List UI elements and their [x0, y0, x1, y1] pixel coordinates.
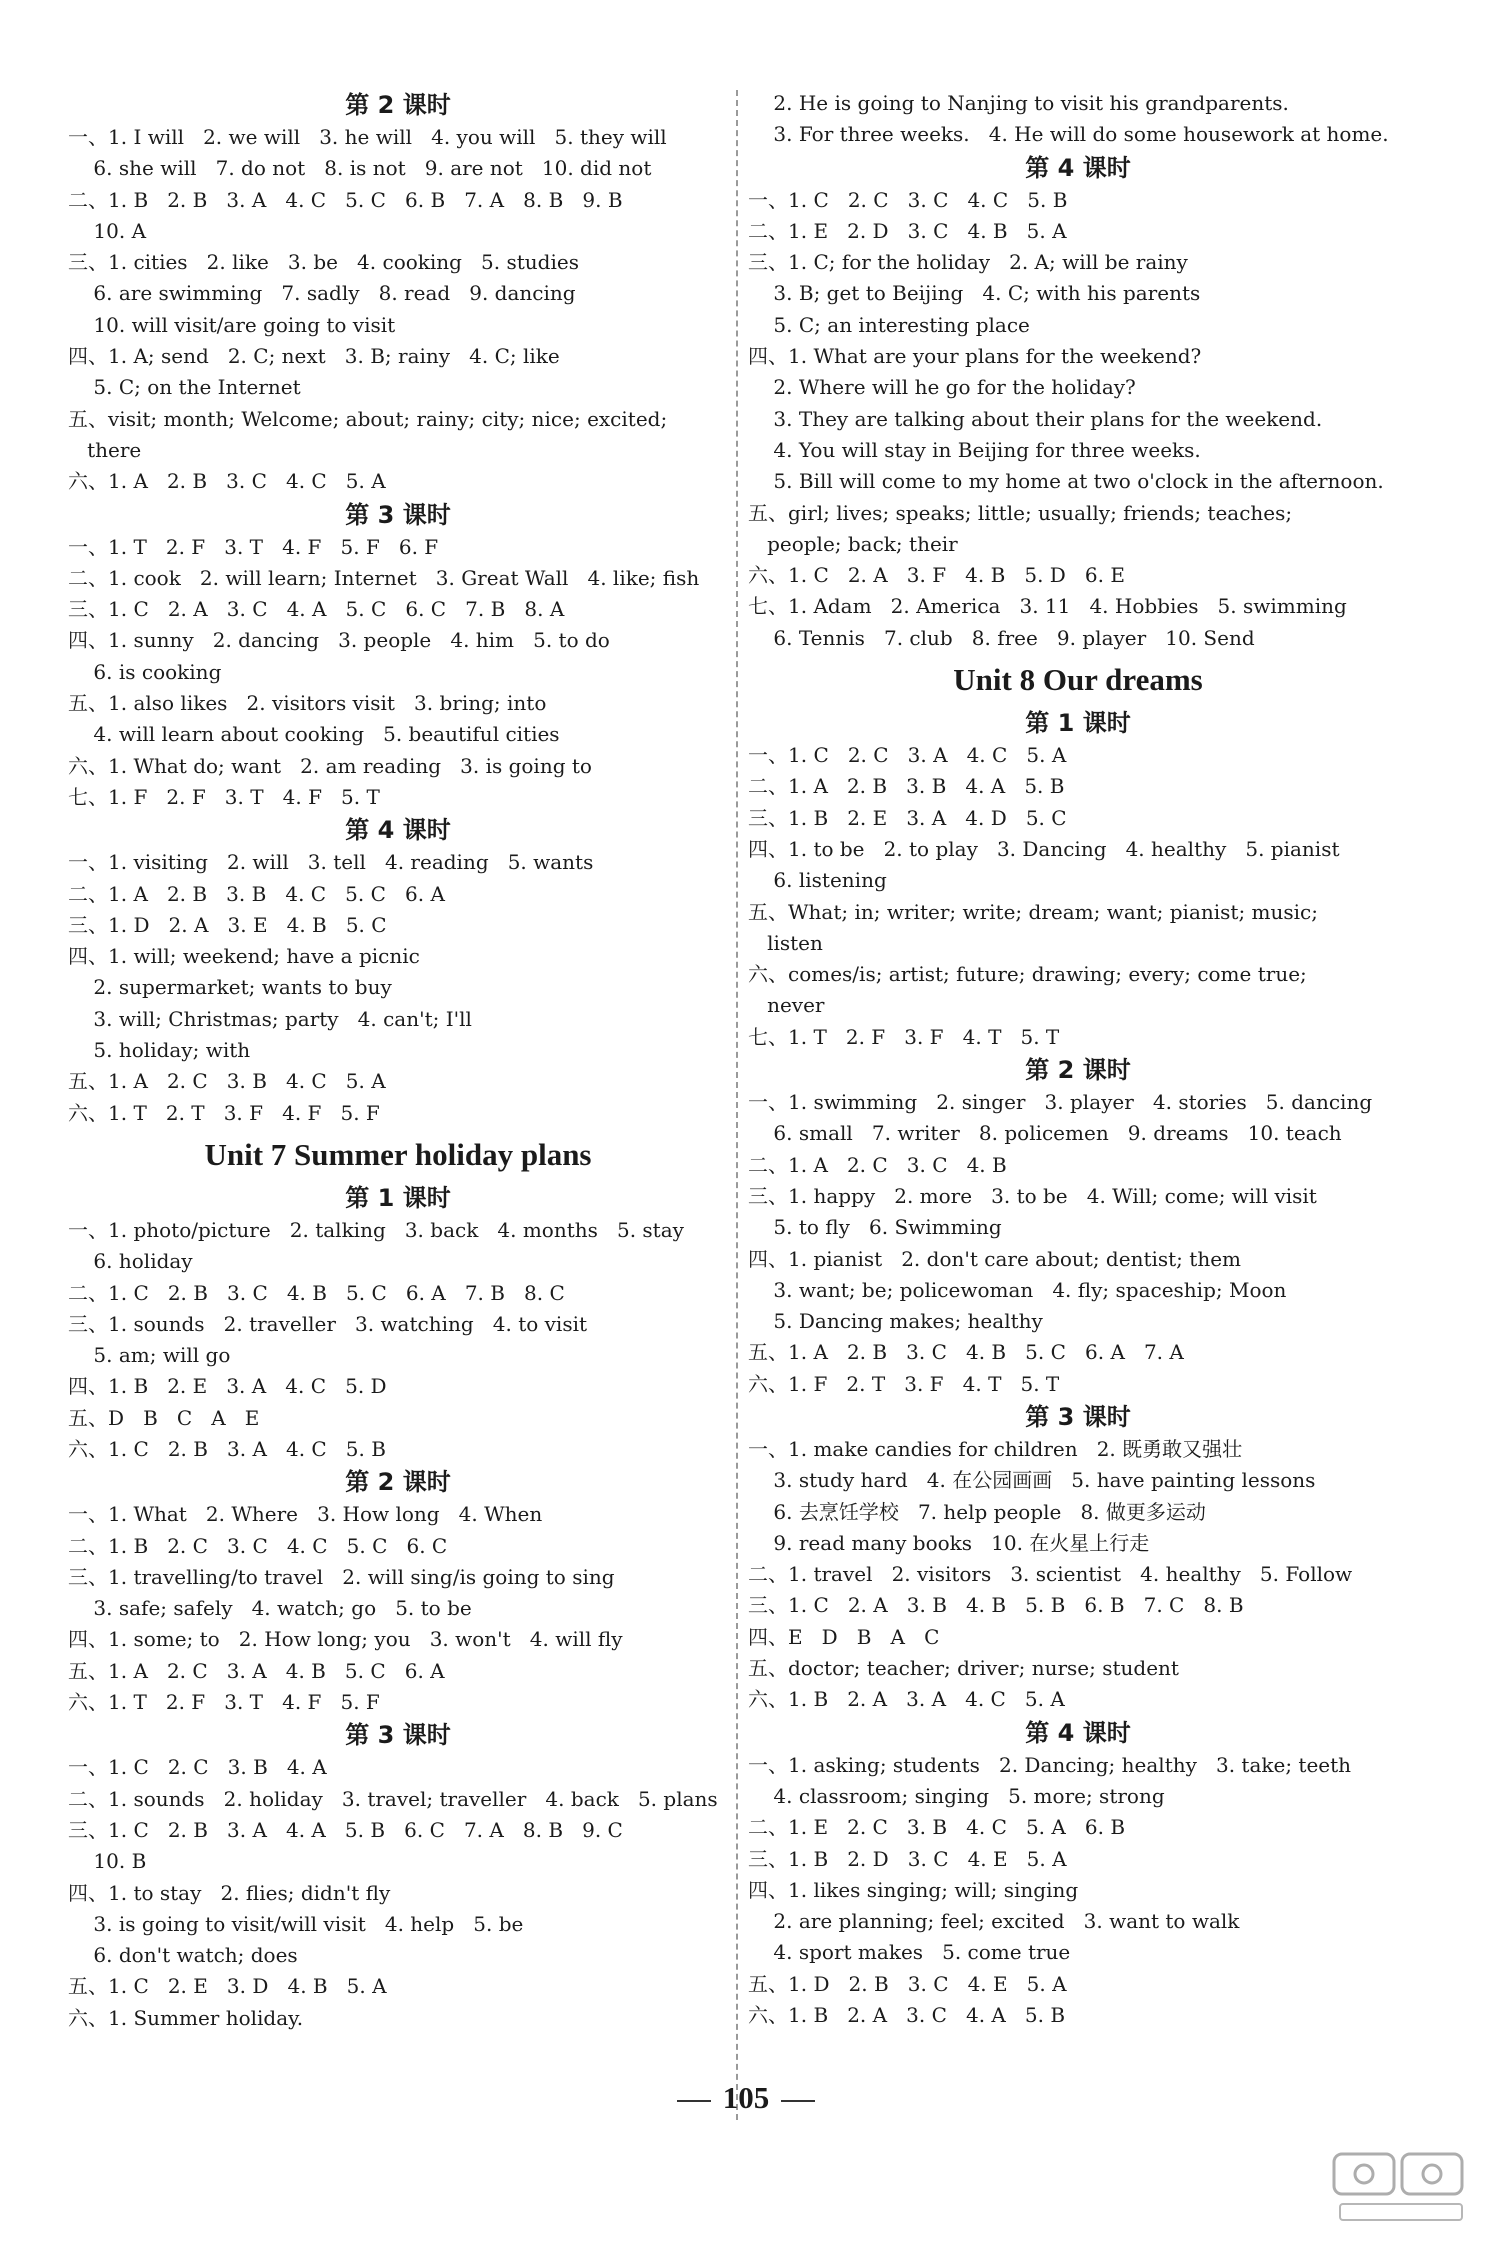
answer-line: 六、1. T 2. F 3. T 4. F 5. F [68, 1690, 380, 1715]
answer-line: 2. are planning; feel; excited 3. want to walk [748, 1909, 1240, 1934]
answer-line: 五、doctor; teacher; driver; nurse; student [748, 1656, 1179, 1681]
section-heading: 第 2 课时 [345, 91, 451, 119]
answer-line: 3. They are talking about their plans for the weekend. [748, 406, 1323, 431]
answer-line: 5. Dancing makes; healthy [748, 1309, 1043, 1334]
answer-line: 三、1. B 2. E 3. A 4. D 5. C [748, 805, 1067, 830]
answer-line: 二、1. A 2. C 3. C 4. B [748, 1152, 1007, 1177]
section-heading: 第 1 课时 [345, 1183, 451, 1212]
answer-line: 二、1. sounds 2. holiday 3. travel; traveller 4. back 5. plans [68, 1786, 718, 1811]
answer-line: 四、1. to be 2. to play 3. Dancing 4. healthy 5. pianist [748, 836, 1340, 861]
answer-line: 二、1. cook 2. will learn; Internet 3. Great Wall 4. like; fish [68, 565, 700, 590]
section-heading: 第 2 课时 [345, 1468, 451, 1497]
answer-line: 4. You will stay in Beijing for three weeks. [748, 437, 1201, 462]
answer-line: 六、1. C 2. B 3. A 4. C 5. B [68, 1436, 386, 1461]
answer-line: 10. B [68, 1849, 147, 1874]
answer-line: 三、1. C 2. A 3. C 4. A 5. C 6. C 7. B 8. A [68, 597, 565, 622]
answer-line: 四、1. sunny 2. dancing 3. people 4. him 5. to do [68, 628, 610, 653]
answer-line: 6. 去烹饪学校 7. help people 8. 做更多运动 [748, 1499, 1206, 1524]
answer-line: 四、E D B A C [748, 1624, 940, 1649]
answer-line: 六、1. B 2. A 3. C 4. A 5. B [748, 2003, 1066, 2028]
answer-line: 五、1. A 2. C 3. A 4. B 5. C 6. A [68, 1658, 445, 1683]
answer-line: 六、1. T 2. T 3. F 4. F 5. F [68, 1100, 380, 1125]
answer-line: 2. Where will he go for the holiday? [748, 375, 1136, 400]
answer-line: 3. safe; safely 4. watch; go 5. to be [68, 1596, 472, 1621]
section-heading: 第 1 课时 [1025, 709, 1131, 738]
answer-line: 四、1. B 2. E 3. A 4. C 5. D [68, 1374, 387, 1399]
unit-title: Unit 8 Our dreams [953, 662, 1203, 698]
page-number [0, 2080, 1492, 2116]
answer-line: 四、1. What are your plans for the weekend? [748, 344, 1202, 369]
answer-line: 六、1. B 2. A 3. A 4. C 5. A [748, 1687, 1065, 1712]
left-column [68, 88, 728, 2034]
page-number-dash-right [781, 2100, 815, 2102]
answer-line: 四、1. some; to 2. How long; you 3. won't 4. will fly [68, 1627, 623, 1652]
page-number-text: 105 [722, 2080, 770, 2115]
answer-line: 五、visit; month; Welcome; about; rainy; city; nice; excited; [68, 406, 668, 431]
answer-line: 6. don't watch; does [68, 1943, 298, 1968]
answer-line: 6. are swimming 7. sadly 8. read 9. dancing [68, 281, 576, 306]
answer-line: 3. will; Christmas; party 4. can't; I'll [68, 1006, 472, 1031]
answer-line: 4. sport makes 5. come true [748, 1940, 1071, 1965]
answer-line: 4. classroom; singing 5. more; strong [748, 1783, 1165, 1808]
answer-line: 2. He is going to Nanjing to visit his grandparents. [748, 91, 1289, 115]
answer-line: 二、1. C 2. B 3. C 4. B 5. C 6. A 7. B 8. C [68, 1280, 565, 1305]
answer-line: 三、1. C 2. B 3. A 4. A 5. B 6. C 7. A 8. B 9. C [68, 1817, 623, 1842]
answer-line: 六、1. F 2. T 3. F 4. T 5. T [748, 1371, 1060, 1396]
answer-line: 5. C; an interesting place [748, 312, 1030, 337]
answer-line: 三、1. D 2. A 3. E 4. B 5. C [68, 912, 387, 937]
answer-line: 6. small 7. writer 8. policemen 9. dreams 10. teach [748, 1121, 1342, 1146]
answer-line: 六、comes/is; artist; future; drawing; every; come true; [748, 962, 1307, 987]
answer-line: 三、1. sounds 2. traveller 3. watching 4. to visit [68, 1311, 588, 1336]
answer-line: 三、1. cities 2. like 3. be 4. cooking 5. studies [68, 250, 579, 275]
answer-line: 二、1. E 2. D 3. C 4. B 5. A [748, 218, 1067, 243]
answer-line: 5. holiday; with [68, 1038, 251, 1063]
answer-line: 一、1. visiting 2. will 3. tell 4. reading 5. wants [68, 850, 594, 875]
answer-line: 三、1. happy 2. more 3. to be 4. Will; come; will visit [748, 1183, 1317, 1208]
answer-line: 四、1. to stay 2. flies; didn't fly [68, 1880, 391, 1905]
answer-line: 三、1. C; for the holiday 2. A; will be rainy [748, 250, 1188, 275]
answer-line: 五、1. also likes 2. visitors visit 3. bring; into [68, 691, 547, 716]
answer-line: 3. is going to visit/will visit 4. help 5. be [68, 1911, 524, 1936]
answer-line: people; back; their [748, 531, 958, 556]
answer-line: 5. am; will go [68, 1343, 231, 1368]
answer-line: there [68, 437, 142, 462]
answer-line: 6. she will 7. do not 8. is not 9. are not 10. did not [68, 156, 652, 181]
answer-line: 一、1. C 2. C 3. C 4. C 5. B [748, 187, 1068, 212]
unit-title: Unit 7 Summer holiday plans [204, 1136, 592, 1172]
answer-line: 四、1. will; weekend; have a picnic [68, 944, 420, 969]
answer-line: 五、1. A 2. C 3. B 4. C 5. A [68, 1069, 386, 1094]
answer-line: 一、1. C 2. C 3. A 4. C 5. A [748, 743, 1067, 768]
column-divider [736, 90, 738, 2120]
section-heading: 第 2 课时 [1025, 1056, 1131, 1085]
answer-line: 五、What; in; writer; write; dream; want; pianist; music; [748, 899, 1318, 924]
answer-line: never [748, 993, 825, 1018]
answer-line: 6. holiday [68, 1249, 193, 1274]
section-heading: 第 4 课时 [1025, 1718, 1131, 1747]
answer-line: 5. C; on the Internet [68, 375, 301, 400]
answer-line: 二、1. A 2. B 3. B 4. A 5. B [748, 774, 1065, 799]
answer-line: 四、1. A; send 2. C; next 3. B; rainy 4. C; like [68, 344, 560, 369]
answer-line: 一、1. C 2. C 3. B 4. A [68, 1755, 327, 1780]
answer-line: 三、1. C 2. A 3. B 4. B 5. B 6. B 7. C 8. B [748, 1593, 1244, 1618]
answer-line: 一、1. asking; students 2. Dancing; healthy 3. take; teeth [748, 1752, 1352, 1777]
answer-line: 6. listening [748, 868, 887, 893]
answer-line: 七、1. F 2. F 3. T 4. F 5. T [68, 784, 380, 809]
answer-line: 一、1. swimming 2. singer 3. player 4. stories 5. dancing [748, 1090, 1373, 1115]
answer-line: 3. For three weeks. 4. He will do some housework at home. [748, 122, 1389, 147]
answer-line: 二、1. E 2. C 3. B 4. C 5. A 6. B [748, 1815, 1126, 1840]
answer-line: 3. want; be; policewoman 4. fly; spaceship; Moon [748, 1277, 1287, 1302]
answer-line: 一、1. make candies for children 2. 既勇敢又强壮 [748, 1436, 1243, 1461]
section-heading: 第 3 课时 [345, 1721, 451, 1750]
section-heading: 第 4 课时 [345, 816, 451, 845]
answer-line: 4. will learn about cooking 5. beautiful cities [68, 722, 560, 747]
answer-line: 2. supermarket; wants to buy [68, 975, 392, 1000]
answer-line: 六、1. C 2. A 3. F 4. B 5. D 6. E [748, 563, 1125, 588]
answer-line: 3. study hard 4. 在公园画画 5. have painting lessons [748, 1468, 1316, 1493]
answer-line: 五、girl; lives; speaks; little; usually; friends; teaches; [748, 500, 1293, 525]
answer-line: 四、1. pianist 2. don't care about; dentist; them [748, 1246, 1241, 1271]
answer-line: 三、1. travelling/to travel 2. will sing/is going to sing [68, 1564, 615, 1589]
answer-line: 6. is cooking [68, 659, 222, 684]
page-number-dash-left [677, 2100, 711, 2102]
answer-line: 五、D B C A E [68, 1405, 260, 1430]
answer-line: 五、1. A 2. B 3. C 4. B 5. C 6. A 7. A [748, 1340, 1184, 1365]
answer-line: 六、1. What do; want 2. am reading 3. is going to [68, 753, 592, 778]
answer-line: 三、1. B 2. D 3. C 4. E 5. A [748, 1846, 1067, 1871]
answer-line: 七、1. Adam 2. America 3. 11 4. Hobbies 5. swimming [748, 594, 1347, 619]
answer-line: 6. Tennis 7. club 8. free 9. player 10. Send [748, 625, 1255, 650]
answer-line: listen [748, 930, 823, 955]
answer-line: 一、1. photo/picture 2. talking 3. back 4. months 5. stay [68, 1217, 684, 1242]
answer-line: 一、1. What 2. Where 3. How long 4. When [68, 1502, 543, 1527]
answer-line: 六、1. A 2. B 3. C 4. C 5. A [68, 469, 386, 494]
answer-line: 六、1. Summer holiday. [68, 2005, 304, 2030]
answer-line: 二、1. B 2. C 3. C 4. C 5. C 6. C [68, 1533, 448, 1558]
answer-line: 四、1. likes singing; will; singing [748, 1877, 1079, 1902]
answer-line: 5. Bill will come to my home at two o'clock in the afternoon. [748, 469, 1384, 494]
answer-line: 二、1. A 2. B 3. B 4. C 5. C 6. A [68, 881, 445, 906]
answer-line: 5. to fly 6. Swimming [748, 1215, 1002, 1240]
answer-line: 五、1. C 2. E 3. D 4. B 5. A [68, 1974, 387, 1999]
answer-line: 3. B; get to Beijing 4. C; with his parents [748, 281, 1201, 306]
answer-line: 二、1. travel 2. visitors 3. scientist 4. healthy 5. Follow [748, 1562, 1353, 1587]
right-column [748, 88, 1408, 2031]
section-heading: 第 3 课时 [1025, 1402, 1131, 1431]
answer-line: 一、1. T 2. F 3. T 4. F 5. F 6. F [68, 534, 439, 559]
answer-line: 二、1. B 2. B 3. A 4. C 5. C 6. B 7. A 8. B 9. B [68, 187, 623, 212]
answer-line: 9. read many books 10. 在火星上行走 [748, 1530, 1150, 1555]
watermark-logo [1330, 2148, 1470, 2228]
answer-line: 10. A [68, 218, 147, 243]
section-heading: 第 4 课时 [1025, 153, 1131, 182]
answer-line: 七、1. T 2. F 3. F 4. T 5. T [748, 1024, 1060, 1049]
answer-line: 10. will visit/are going to visit [68, 312, 396, 337]
answer-line: 五、1. D 2. B 3. C 4. E 5. A [748, 1971, 1067, 1996]
answer-line: 一、1. I will 2. we will 3. he will 4. you will 5. they will [68, 125, 667, 149]
section-heading: 第 3 课时 [345, 500, 451, 529]
